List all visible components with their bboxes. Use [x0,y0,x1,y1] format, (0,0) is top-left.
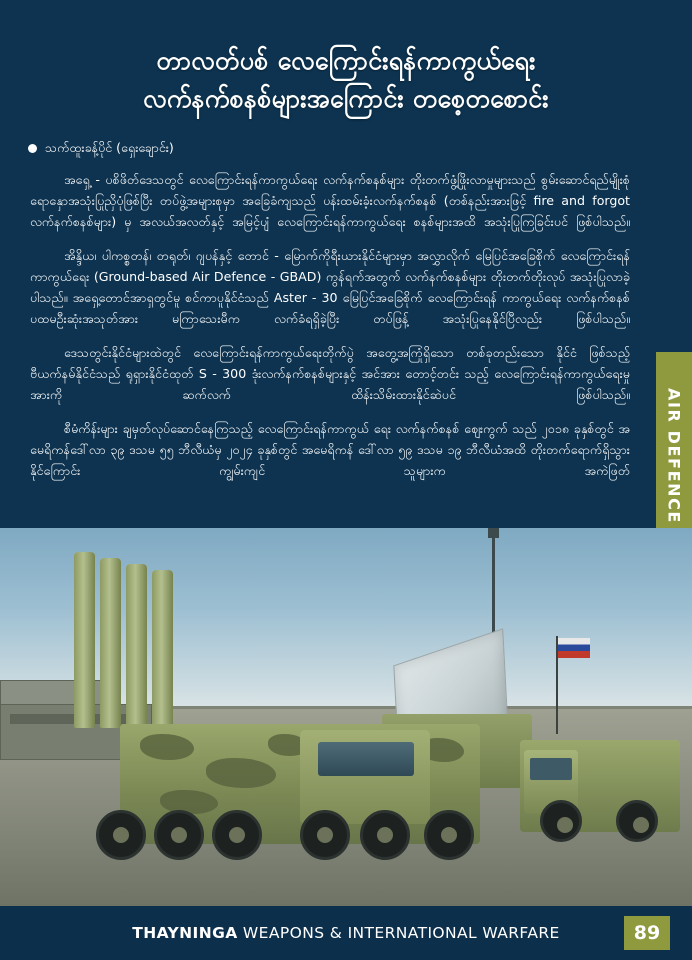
support-vehicle-windshield [530,758,572,780]
flag [558,638,590,658]
wheel [300,810,350,860]
paragraph-4: စီမံကိန်းများ ချမှတ်လုပ်ဆောင်နေကြသည့် လေကြောင်းရန်ကာကွယ် ရေး လက်နက်စနစ် ဈေးကွက် သည် ၂၀၁၈ ခုနှစ်တွင် အမေရိကန်ဒေါ်လာ ၃၉ ဒသမ ၅၅ ဘီလီယံမှ ၂၀၂၄ ခုနှစ်တွင် အမေရိကန် ဒေါ်လာ ၅၉ ဒသမ ၁၉ ဘီလီယံအထိ တိုးတက်ရောက်ရှိသွားနိုင်ကြောင်း ကျွမ်းကျင် သူများက အကဲဖြတ် [30,420,630,478]
bullet-dot-icon [28,144,37,153]
wheel [540,800,582,842]
footer-brand: THAYNINGA [132,924,238,942]
antenna-mast-top [488,528,499,538]
wheel [616,800,658,842]
wheel-hub [633,817,649,833]
byline [28,140,692,156]
byline-author: သက်ထူးခန့်ပိုင် (ရှေးချောင်း) [45,140,174,155]
wheel [212,810,262,860]
missile-canister-4 [152,570,173,728]
wheel-hub [171,827,187,843]
s300-missile-launcher-photo [0,528,692,906]
wheel [154,810,204,860]
wheel-hub [113,827,129,843]
wheel [96,810,146,860]
paragraph-1: အရှေ့ - ပစိဖိတ်ဒေသတွင် လေကြောင်းရန်ကာကွယ်ရေး လက်နက်စနစ်များ တိုးတက်ဖွံ့ဖြိုးလာမှုများသည် စွမ်းဆောင်ရည်မျိုးစုံ ရောနှောအသုံးပြုညှိပုံဖြစ်ပြီး တပ်ဖွဲ့အများစုမှာ အခြေခံကျသည် ပန်းထမ်းခံ့းလက်နက်စနစ် (တစ်နည်းအားဖြင့် fire and forgot လက်နက်စနစ်များ) မှ အလယ်အလတ်နှင့် အမြင့်ပျံ လေကြောင်းရန်ကာကွယ်ရေး စနစ်များအထိ အသုံးပြုကြခြင်းပင် ဖြစ်ပါသည်။ [30,171,630,229]
footer-subtitle: WEAPONS & INTERNATIONAL WARFARE [237,924,560,942]
wheel-hub [317,827,333,843]
paragraph-3: ဒေသတွင်းနိုင်ငံများထဲတွင် လေကြောင်းရန်ကာကွယ်ရေးတိုက်ပွဲ အတွေ့အကြုံရှိသော တစ်ခုတည်းသော နိုင်ငံ ဖြစ်သည့် ဗီယက်နမ်နိုင်ငံသည် ရုရှားနိုင်ငံထုတ် S - 300 ဒုံးလက်နက်စနစ်များနှင့် အင်အား တောင့်တင်း သည့် လေကြောင်းရန်ကာကွယ်ရေးမှုအားကို ဆက်လက် ထိန်းသိမ်းထားနိုင်ဆဲပင် ဖြစ်ပါသည်။ [30,344,630,402]
wheel-hub [441,827,457,843]
footer-title [132,924,559,942]
page-title [0,0,692,118]
paragraph-2: အိန္ဒိယ၊ ပါကစ္စတန်၊ တရုတ်၊ ဂျပန်နှင့် တောင် - မြောက်ကိုရီးယားနိုင်ငံများမှာ အလွှာလိုက် မြေပြင်အခြေစိုက် လေကြောင်းရန်ကာကွယ်ရေး (Ground-based Air Defence - GBAD) ကွန်ရက်အတွက် လက်နက်စနစ်များ တိုးတက်တိုးလုပ် အသုံးပြုလာခဲ့ပါသည်။ အရှေ့တောင်အာရှတွင်မူ စင်ကာပူနိုင်ငံသည် Aster - 30 မြေပြင်အခြေစိုက် လေကြောင်းရန် ကာကွယ်ရေး လက်နက်စနစ် ပထမဦးဆုံးအသုတ်အား မကြာသေးမီက လက်ခံရရှိခဲ့ပြီး တပ်ဖြန့် အသုံးပြုနေနိုင်ပြီလည်း ဖြစ်ပါသည်။ [30,247,630,326]
title-line-1: တာလတ်ပစ် လေကြောင်းရန်ကာကွယ်ရေး [156,46,536,75]
page-number: 89 [633,922,661,944]
section-tab-label: AIR DEFENCE [664,388,684,524]
launcher-truck-windshield [318,742,414,776]
page-number-badge [624,916,670,950]
camo-patch [140,734,194,760]
wheel-hub [557,817,573,833]
missile-canister-1 [74,552,95,728]
missile-canister-2 [100,558,121,728]
wheel-hub [377,827,393,843]
wheel-hub [229,827,245,843]
missile-canister-3 [126,564,147,728]
page-footer [0,906,692,960]
article-body [30,169,630,481]
title-line-2: လက်နက်စနစ်များအကြောင်း တစေ့တစောင်း [143,84,549,113]
camo-patch [160,790,218,814]
wheel [360,810,410,860]
wheel [424,810,474,860]
